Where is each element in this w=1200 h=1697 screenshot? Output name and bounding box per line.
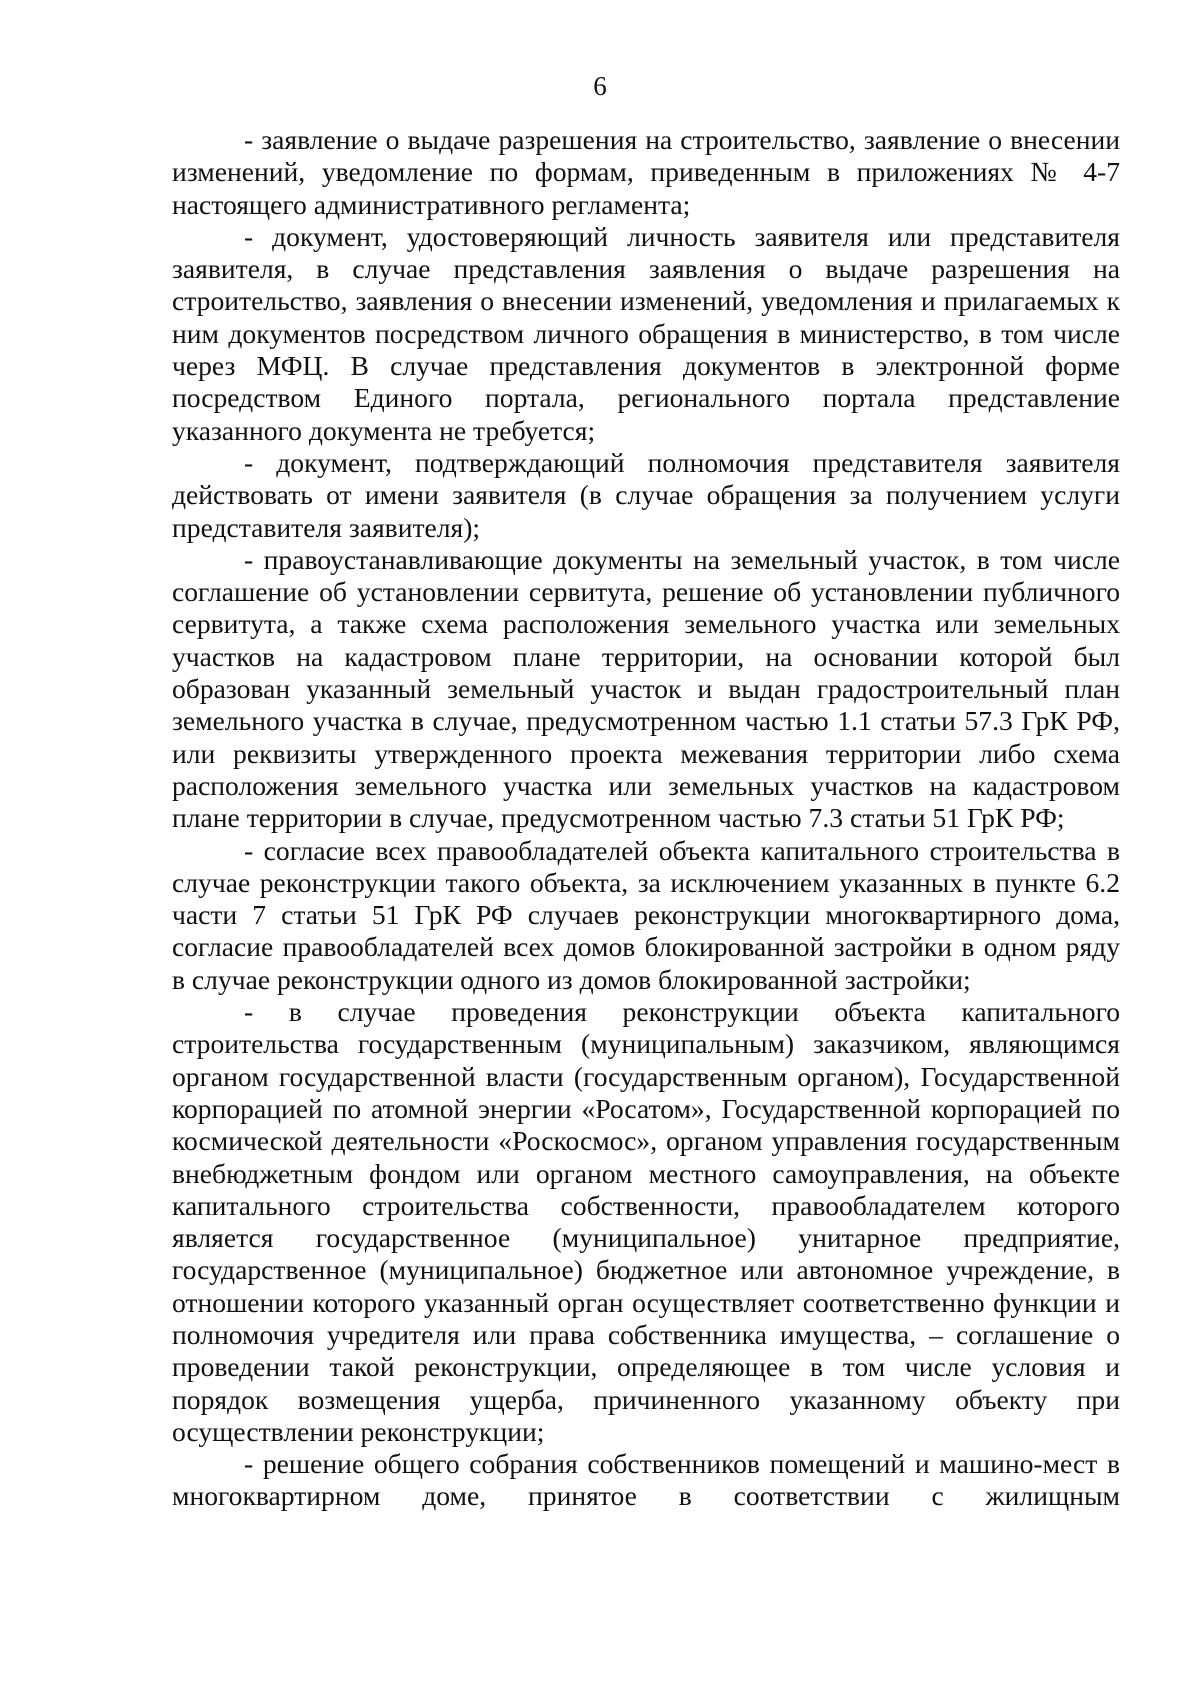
paragraph-rightholders-consent: - согласие всех правообладателей объекта капитального строительства в случае реконструкции такого объекта, за исключением указанных в пункте 6.2 части 7 статьи 51 ГрК РФ случаев реконструкции многоквартирного дома, согласие правообладателей всех домов блокированной застройки в одном ряду в случае реконструкции одного из домов блокированной застройки; (172, 834, 1120, 995)
paragraph-reconstruction-agreement: - в случае проведения реконструкции объекта капитального строительства государственным (муниципальным) заказчиком, являющимся органом государственной власти (государственным органом), Государственной корпорацией по атомной энергии «Росатом», Государственной корпорацией по космической деятельности «Роскосмос», органом управления государственным внебюджетным фондом или органом местного самоуправления, на объекте капитального строительства собственности, правообладателем которого является государственное (муниципальное) унитарное предприятие, государственное (муниципальное) бюджетное или автономное учреждение, в отношении которого указанный орган осуществляет соответственно функции и полномочия учредителя или права собственника имущества, – соглашение о проведении такой реконструкции, определяющее в том числе условия и порядок возмещения ущерба, причиненного указанному объекту при осуществлении реконструкции; (172, 996, 1120, 1447)
paragraph-owners-meeting-decision: - решение общего собрания собственников помещений и машино-мест в многоквартирном доме, принятое в соответствии с жилищным (172, 1448, 1120, 1512)
paragraph-representative-authority: - документ, подтверждающий полномочия представителя заявителя действовать от имени заявителя (в случае обращения за получением услуги представителя заявителя); (172, 446, 1120, 543)
paragraph-land-title-documents: - правоустанавливающие документы на земельный участок, в том числе соглашение об установлении сервитута, решение об установлении публичного сервитута, а также схема расположения земельного участка или земельных участков на кадастровом плане территории, на основании которой был образован указанный земельный участок и выдан градостроительный план земельного участка в случае, предусмотренном частью 1.1 статьи 57.3 ГрК РФ, или реквизиты утвержденного проекта межевания территории либо схема расположения земельного участка или земельных участков на кадастровом плане территории в случае, предусмотренном частью 7.3 статьи 51 ГрК РФ; (172, 543, 1120, 834)
document-body (172, 124, 1120, 1513)
paragraph-identity-document: - документ, удостоверяющий личность заявителя или представителя заявителя, в случае представления заявления о выдаче разрешения на строительство, заявления о внесении изменений, уведомления и прилагаемых к ним документов посредством личного обращения в министерство, в том числе через МФЦ. В случае представления документов в электронной форме посредством Единого портала, регионального портала представление указанного документа не требуется; (172, 220, 1120, 446)
page-number: 6 (593, 71, 607, 101)
paragraph-application: - заявление о выдаче разрешения на строительство, заявление о внесении изменений, уведомление по формам, приведенным в приложениях № 4-7 настоящего административного регламента; (172, 124, 1120, 220)
